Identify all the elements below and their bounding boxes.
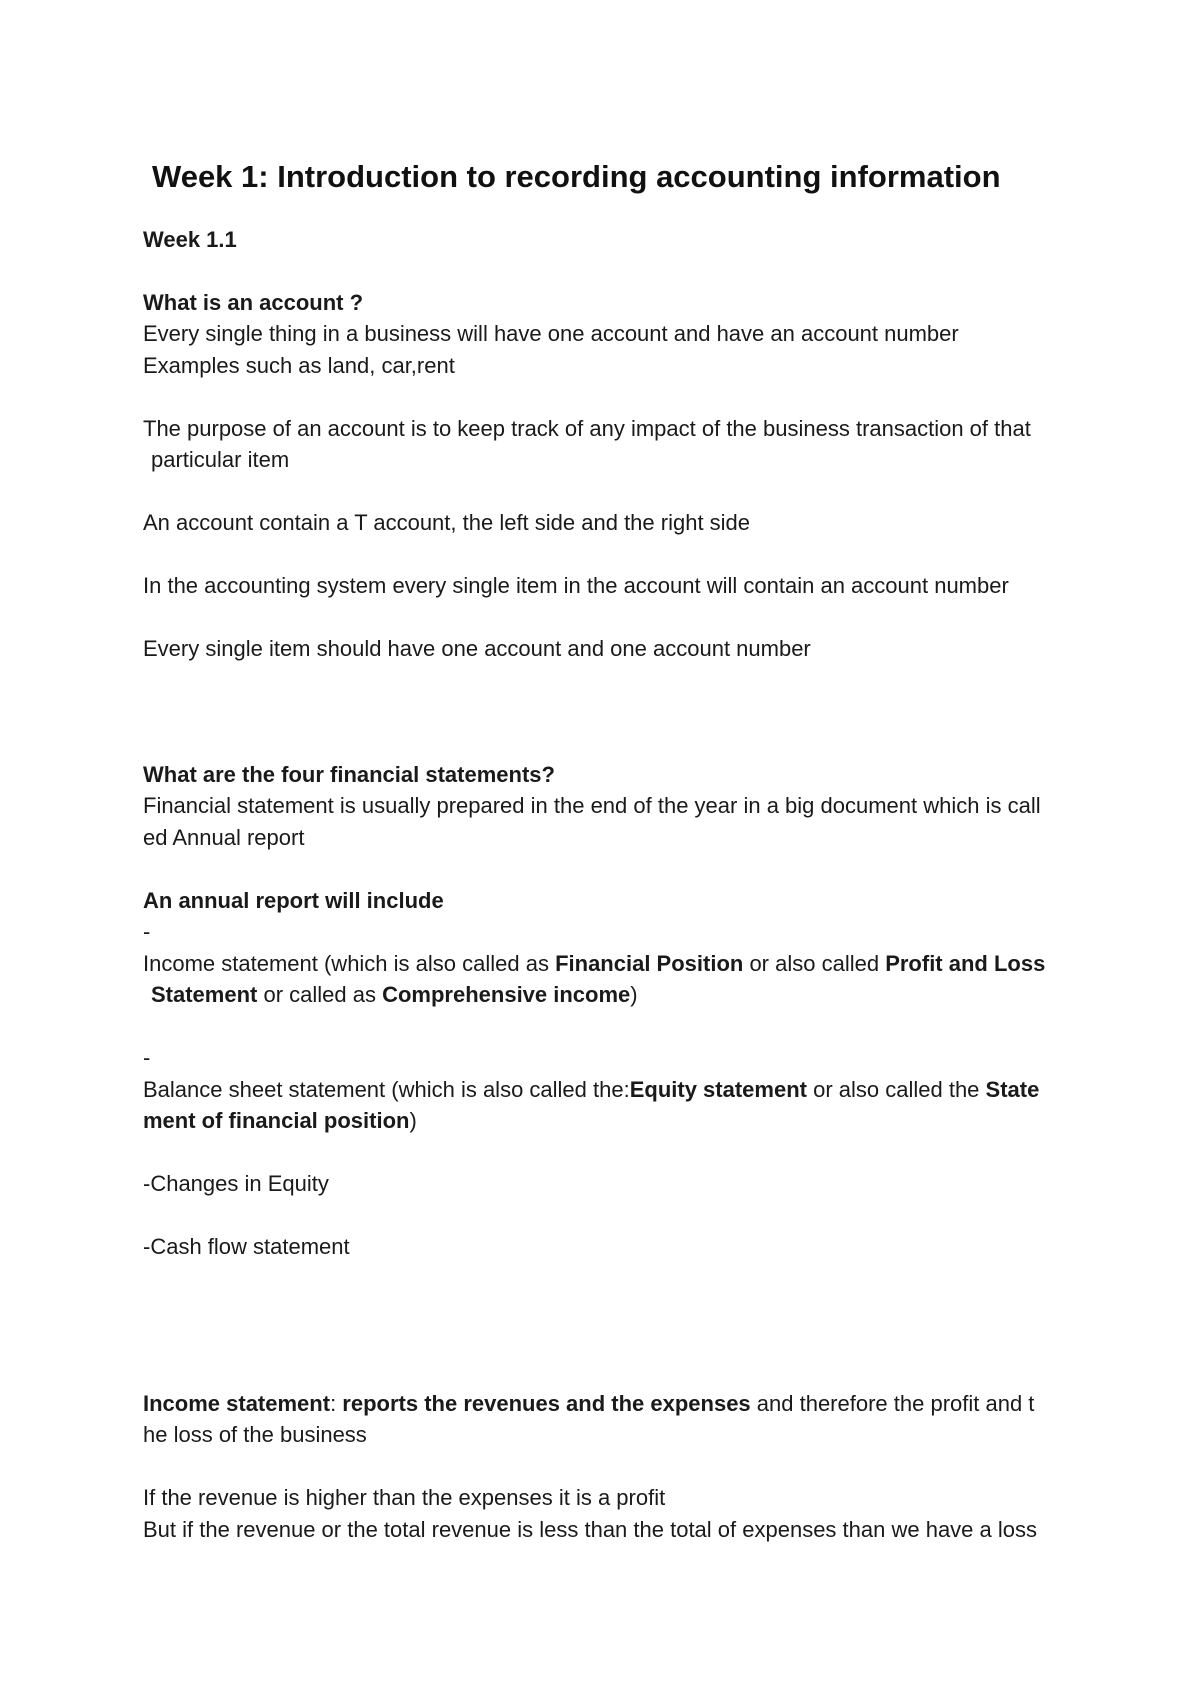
list-dash: -: [143, 919, 151, 944]
loss-paragraph: But if the revenue or the total revenue is less than the total of expenses than we have a loss: [143, 1516, 1037, 1542]
income-bold-4: Comprehensive income: [382, 982, 631, 1007]
account-line-1: Every single thing in a business will have one account and have an account number: [143, 321, 959, 346]
balance-text-2: or also called the: [806, 1076, 986, 1102]
cash-flow-item: -Cash flow statement: [143, 1234, 350, 1259]
page-title: Week 1: Introduction to recording accounting information: [152, 159, 1001, 194]
balance-sheet-item: [143, 1074, 1063, 1106]
income-text-4: ): [630, 982, 638, 1007]
income-statement-definition-cont: he loss of the business: [143, 1422, 367, 1447]
income-bold-1: Financial Position: [555, 950, 744, 976]
income-text-3: or called as: [257, 982, 383, 1007]
annual-report-heading: An annual report will include: [143, 887, 444, 913]
income-text-1: Income statement (which is also called as: [143, 950, 556, 976]
balance-bold-2: State: [985, 1076, 1040, 1102]
list-dash: -: [143, 1045, 151, 1070]
balance-bold-1: Equity statement: [629, 1076, 807, 1102]
balance-text-1: Balance sheet statement (which is also called the:: [143, 1076, 630, 1102]
balance-text-3: ): [409, 1108, 417, 1133]
single-item-paragraph: Every single item should have one account and one account number: [143, 636, 811, 661]
purpose-line-2: particular item: [151, 447, 290, 472]
changes-in-equity-item: -Changes in Equity: [143, 1171, 329, 1196]
profit-paragraph: If the revenue is higher than the expenses it is a profit: [143, 1485, 666, 1510]
statements-heading: What are the four financial statements?: [143, 761, 555, 787]
account-line-2: Examples such as land, car,rent: [143, 352, 455, 378]
income-def-bold-2: reports the revenues and the expenses: [342, 1390, 751, 1416]
income-text-2: or also called: [743, 950, 886, 976]
week-subtitle: Week 1.1: [143, 227, 237, 252]
account-heading: What is an account ?: [143, 289, 364, 315]
income-bold-3: Statement: [151, 982, 258, 1007]
income-statement-definition: [143, 1388, 1063, 1420]
balance-sheet-item-cont: [143, 1105, 1063, 1137]
income-def-bold-1: Income statement: [143, 1390, 331, 1416]
income-statement-item-cont: [143, 979, 1063, 1011]
document-content: [143, 150, 1063, 1545]
income-statement-item: [143, 948, 1063, 980]
statements-line-2: ed Annual report: [143, 824, 305, 850]
accounting-system-paragraph: In the accounting system every single item in the account will contain an account number: [143, 573, 1009, 598]
income-def-text-1: :: [330, 1390, 343, 1416]
t-account-paragraph: An account contain a T account, the left side and the right side: [143, 510, 751, 535]
income-bold-2: Profit and Loss: [885, 950, 1046, 976]
purpose-line-1: The purpose of an account is to keep track of any impact of the business transaction of that: [143, 415, 1031, 441]
balance-bold-3: ment of financial position: [143, 1108, 410, 1133]
statements-line-1: Financial statement is usually prepared in the end of the year in a big document which is call: [143, 793, 1041, 818]
income-def-text-2: and therefore the profit and t: [750, 1390, 1035, 1416]
